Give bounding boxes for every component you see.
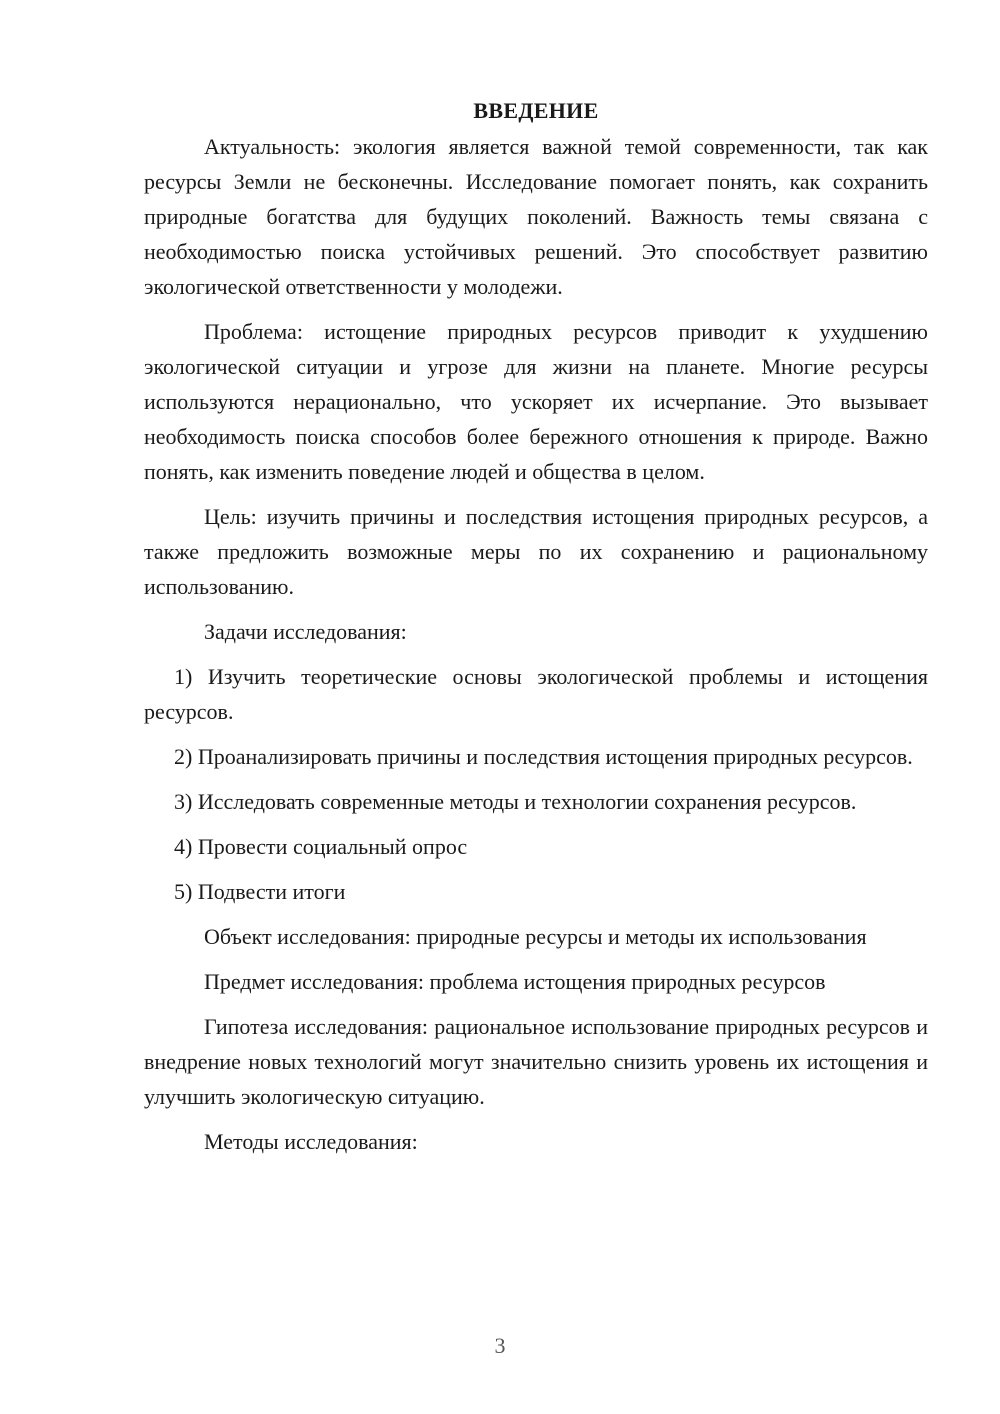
goal-paragraph: Цель: изучить причины и последствия истощения природных ресурсов, а также предложить возможные меры по их сохранению и рациональному использованию. — [144, 504, 928, 599]
page-content — [144, 93, 928, 1169]
task-item: 2) Проанализировать причины и последствия истощения природных ресурсов. — [174, 744, 913, 769]
section-title: ВВЕДЕНИЕ — [473, 98, 599, 123]
hypothesis-paragraph: Гипотеза исследования: рациональное использование природных ресурсов и внедрение новых технологий могут значительно снизить уровень их истощения и улучшить экологическую ситуацию. — [144, 1014, 928, 1109]
page-number: 3 — [494, 1333, 506, 1358]
relevance-paragraph: Актуальность: экология является важной темой современности, так как ресурсы Земли не бесконечны. Исследование помогает понять, как сохранить природные богатства для будущих поколений. Важность темы связана с необходимостью поиска устойчивых решений. Это способствует развитию экологической ответственности у молодежи. — [144, 134, 928, 299]
task-item: 3) Исследовать современные методы и технологии сохранения ресурсов. — [174, 789, 857, 814]
tasks-heading: Задачи исследования: — [204, 619, 407, 644]
task-item: 4) Провести социальный опрос — [174, 834, 468, 859]
subject-paragraph: Предмет исследования: проблема истощения природных ресурсов — [204, 969, 826, 994]
task-item: 1) Изучить теоретические основы экологической проблемы и истощения ресурсов. — [144, 664, 928, 724]
task-item: 5) Подвести итоги — [174, 879, 346, 904]
problem-paragraph: Проблема: истощение природных ресурсов приводит к ухудшению экологической ситуации и угрозе для жизни на планете. Многие ресурсы используются нерационально, что ускоряет их исчерпание. Это вызывает необходимость поиска способов более бережного отношения к природе. Важно понять, как изменить поведение людей и общества в целом. — [144, 319, 928, 484]
object-paragraph: Объект исследования: природные ресурсы и методы их использования — [204, 924, 867, 949]
methods-heading: Методы исследования: — [204, 1129, 418, 1154]
